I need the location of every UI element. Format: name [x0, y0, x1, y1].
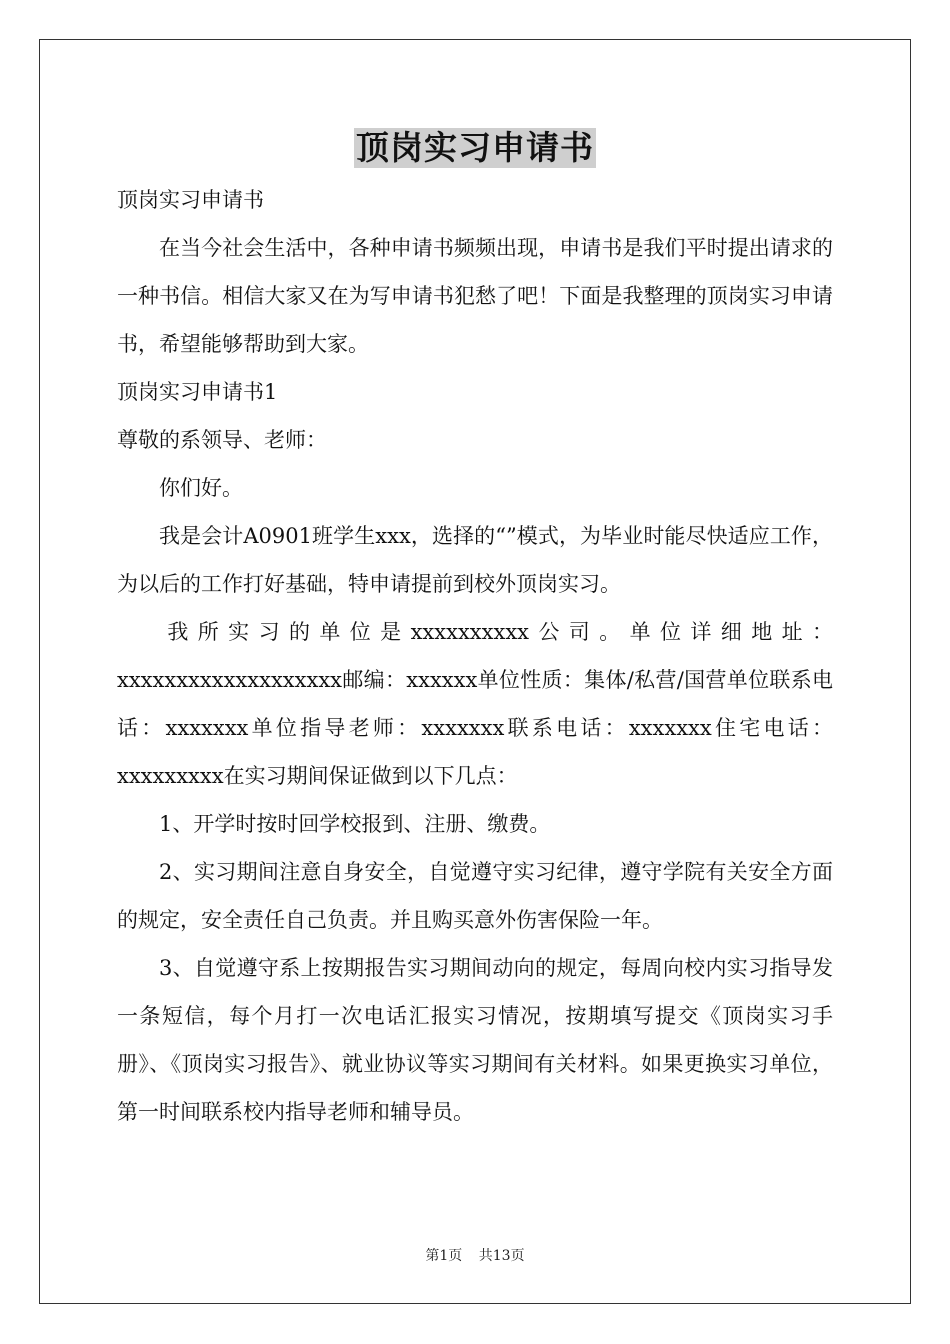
list-item-2: 2、实习期间注意自身安全，自觉遵守实习纪律，遵守学院有关安全方面的规定，安全责任自己负责。并且购买意外伤害保险一年。 [117, 860, 833, 932]
body-paragraph-student: 我是会计A0901班学生xxx，选择的“”模式，为毕业时能尽快适应工作，为以后的工作打好基础，特申请提前到校外顶岗实习。 [117, 524, 833, 596]
intro-paragraph: 在当今社会生活中，各种申请书频频出现，申请书是我们平时提出请求的一种书信。相信大家又在为写申请书犯愁了吧！下面是我整理的顶岗实习申请书，希望能够帮助到大家。 [117, 236, 833, 356]
greeting: 你们好。 [159, 476, 243, 500]
list-item-3: 3、自觉遵守系上按期报告实习期间动向的规定，每周向校内实习指导发一条短信，每个月打一次电话汇报实习情况，按期填写提交《顶岗实习手册》、《顶岗实习报告》、就业协议等实习期间有关材料。如果更换实习单位，第一时间联系校内指导老师和辅导员。 [117, 956, 833, 1124]
title-container [0, 128, 950, 168]
salutation: 尊敬的系领导、老师： [117, 428, 327, 452]
page-current: 第1页 [425, 1248, 463, 1264]
body-paragraph-unit-info: 我所实习的单位是xxxxxxxxxx公司。单位详细地址：xxxxxxxxxxxxxxxxxxx邮编：xxxxxx单位性质：集体/私营/国营单位联系电话：xxxxxxx单位指导老师：xxxxxxx联系电话：xxxxxxx住宅电话：xxxxxxxxx在实习期间保证做到以下几点： [117, 620, 833, 788]
page-total: 共13页 [478, 1248, 525, 1264]
list-item-1: 1、开学时按时回学校报到、注册、缴费。 [159, 812, 551, 836]
document-title: 顶岗实习申请书 [356, 128, 594, 167]
subtitle-paragraph: 顶岗实习申请书 [117, 188, 264, 212]
document-body [117, 176, 833, 1136]
section-heading: 顶岗实习申请书1 [117, 380, 278, 404]
page-footer [0, 1245, 950, 1265]
